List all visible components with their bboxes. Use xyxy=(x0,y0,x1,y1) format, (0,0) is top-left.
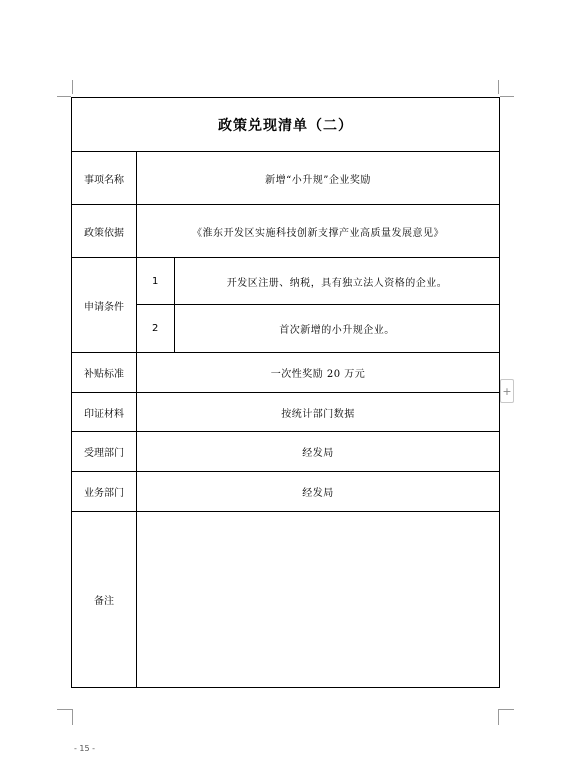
value-item-name: 新增“小升规”企业奖励 xyxy=(137,152,500,205)
label-item-name: 事项名称 xyxy=(72,152,137,205)
value-accepting-dept: 经发局 xyxy=(137,432,500,472)
crop-mark-top-left-v xyxy=(72,80,73,94)
crop-mark-bottom-left-h xyxy=(57,709,72,710)
value-materials: 按统计部门数据 xyxy=(137,393,500,432)
value-policy-basis: 《淮东开发区实施科技创新支撑产业高质量发展意见》 xyxy=(137,205,500,258)
label-remarks: 备注 xyxy=(72,512,137,688)
crop-mark-top-left-h xyxy=(57,96,71,97)
crop-mark-bottom-right-v xyxy=(498,709,499,725)
label-policy-basis: 政策依据 xyxy=(72,205,137,258)
condition-number: 1 xyxy=(137,258,175,305)
value-subsidy: 一次性奖励 20 万元 xyxy=(137,353,500,393)
policy-table xyxy=(71,97,500,688)
label-materials: 印证材料 xyxy=(72,393,137,432)
crop-mark-top-right-h xyxy=(500,96,514,97)
table-title: 政策兑现清单（二） xyxy=(72,98,500,152)
label-conditions: 申请条件 xyxy=(72,258,137,353)
label-subsidy: 补贴标准 xyxy=(72,353,137,393)
condition-text: 首次新增的小升规企业。 xyxy=(175,305,500,353)
condition-number: 2 xyxy=(137,305,175,353)
value-business-dept: 经发局 xyxy=(137,472,500,512)
crop-mark-bottom-left-v xyxy=(72,709,73,725)
value-remarks[interactable] xyxy=(137,512,500,688)
crop-mark-bottom-right-h xyxy=(499,709,514,710)
table-add-column-handle[interactable]: + xyxy=(500,379,514,403)
page-number: - 15 - xyxy=(74,744,96,753)
label-accepting-dept: 受理部门 xyxy=(72,432,137,472)
crop-mark-top-right-v xyxy=(498,80,499,94)
condition-text: 开发区注册、纳税，具有独立法人资格的企业。 xyxy=(175,258,500,305)
label-business-dept: 业务部门 xyxy=(72,472,137,512)
